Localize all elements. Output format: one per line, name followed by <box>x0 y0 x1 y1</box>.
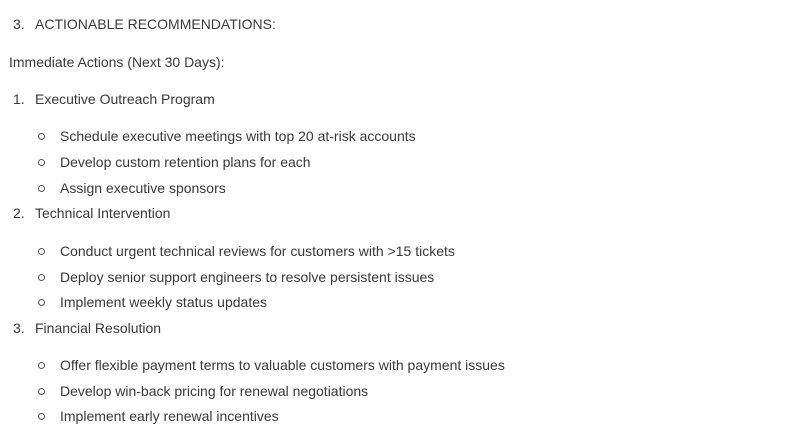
sub-item-text: Schedule executive meetings with top 20 at-risk accounts <box>60 128 416 144</box>
sub-item-text: Deploy senior support engineers to resolve persistent issues <box>60 269 435 285</box>
circle-bullet-icon <box>38 133 45 140</box>
circle-bullet-icon <box>38 388 45 395</box>
circle-bullet-icon <box>38 413 45 420</box>
circle-bullet-icon <box>38 159 45 166</box>
item-number: 3. <box>13 320 25 336</box>
circle-bullet-icon <box>38 362 45 369</box>
sub-item-text: Implement early renewal incentives <box>60 408 279 424</box>
sub-item-text: Implement weekly status updates <box>60 294 267 310</box>
subheading: Immediate Actions (Next 30 Days): <box>9 54 225 70</box>
circle-bullet-icon <box>38 299 45 306</box>
section-title: ACTIONABLE RECOMMENDATIONS: <box>35 16 276 32</box>
sub-item-text: Conduct urgent technical reviews for customers with >15 tickets <box>60 243 455 259</box>
item-title: Executive Outreach Program <box>35 91 215 107</box>
item-title: Financial Resolution <box>35 320 162 336</box>
circle-bullet-icon <box>38 248 45 255</box>
circle-bullet-icon <box>38 185 45 192</box>
sub-item-text: Develop win-back pricing for renewal negotiations <box>60 383 369 399</box>
section-number: 3. <box>13 16 25 32</box>
sub-item-text: Assign executive sponsors <box>60 180 226 196</box>
item-number: 1. <box>13 91 25 107</box>
item-number: 2. <box>13 205 25 221</box>
sub-item-text: Offer flexible payment terms to valuable customers with payment issues <box>60 357 505 373</box>
sub-item-text: Develop custom retention plans for each <box>60 154 311 170</box>
circle-bullet-icon <box>38 274 45 281</box>
item-title: Technical Intervention <box>35 205 171 221</box>
